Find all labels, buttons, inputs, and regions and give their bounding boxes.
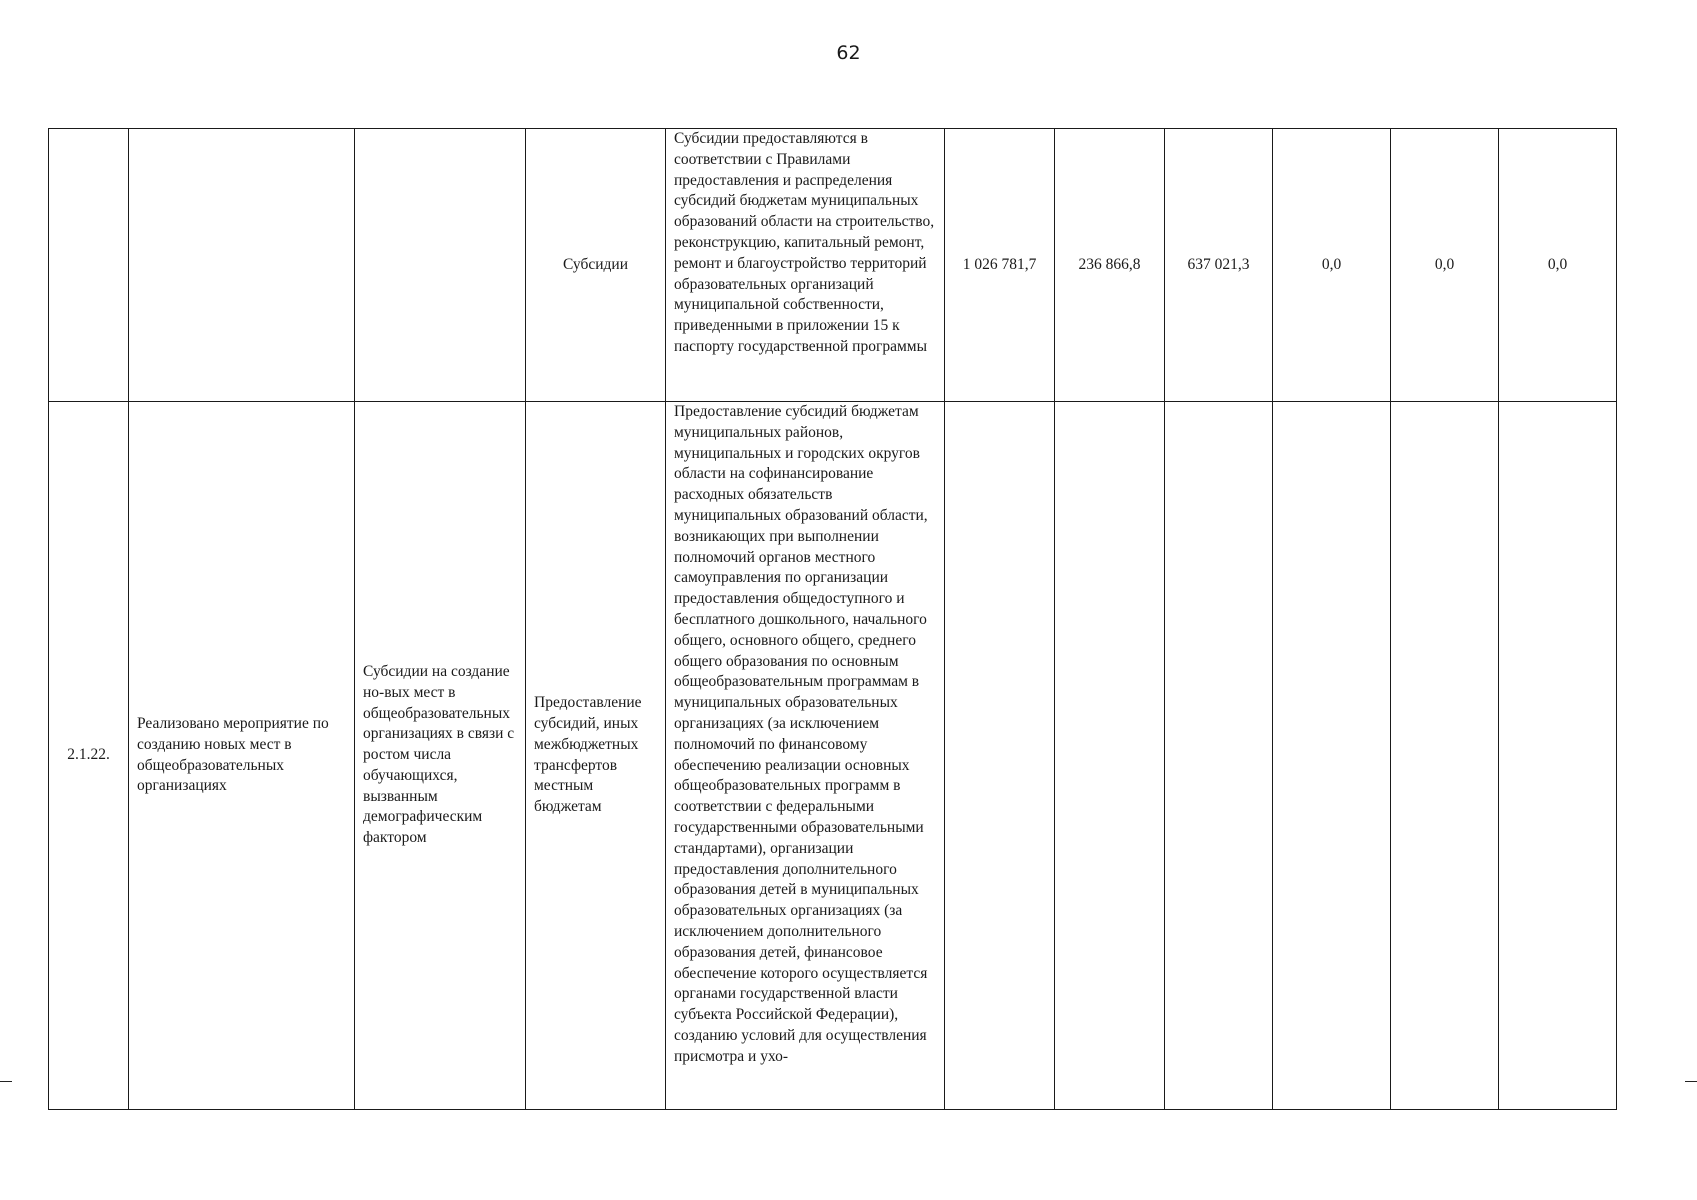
total-value-cell [945, 402, 1055, 1110]
year-value-cell [1391, 402, 1499, 1110]
result-cell: Реализовано мероприятие по созданию новых мест в общеобразовательных организациях [129, 402, 355, 1110]
year-value-cell [1165, 402, 1273, 1110]
mechanism-cell: Субсидии предоставляются в соответствии с Правилами предоставления и распределения субсидий бюджетам муниципальных образований области на строительство, реконструкцию, капитальный ремонт, ремонт и благоустройство территорий образовательных организаций муниципальной собственности, приведенными в приложении 15 к паспорту государственной программы [666, 129, 945, 402]
total-value-cell: 1 026 781,7 [945, 129, 1055, 402]
year-value-cell: 0,0 [1499, 129, 1617, 402]
left-margin-mark [0, 1081, 12, 1082]
year-value-cell [1273, 402, 1391, 1110]
mechanism-cell: Предоставление субсидий бюджетам муниципальных районов, муниципальных и городских округов области на софинансирование расходных обязательств муниципальных образований области, возникающих при выполнении полномочий органов местного самоуправления по организации предоставления общедоступного и бесплатного дошкольного, начального общего, основного общего, среднего общего образования по основным общеобразовательным программам в муниципальных образовательных организациях (за исключением полномочий по финансовому обеспечению реализации основных общеобразовательных программ в соответствии с федеральными государственными образовательными стандартами), организации предоставления дополнительного образования детей в муниципальных образовательных организациях (за исключением дополнительного образования детей, финансовое обеспечение которого осуществляется органами государственной власти субъекта Российской Федерации), созданию условий для осуществления присмотра и ухо- [666, 402, 945, 1110]
table-row [49, 129, 1617, 402]
result-cell [129, 129, 355, 402]
year-value-cell: 236 866,8 [1055, 129, 1165, 402]
row-code-cell: 2.1.22. [49, 402, 129, 1110]
support-type-cell: Предоставление субсидий, иных межбюджетных трансфертов местным бюджетам [526, 402, 666, 1110]
right-margin-mark [1685, 1081, 1697, 1082]
support-type-cell: Субсидии [526, 129, 666, 402]
measure-cell: Субсидии на создание но-вых мест в общеобразовательных организациях в связи с ростом числа обучающихся, вызванным демографическим фактором [355, 402, 526, 1110]
budget-table [48, 128, 1617, 1110]
page-number: 62 [836, 42, 861, 64]
year-value-cell [1499, 402, 1617, 1110]
year-value-cell: 0,0 [1391, 129, 1499, 402]
row-code-cell [49, 129, 129, 402]
year-value-cell: 0,0 [1273, 129, 1391, 402]
table-row [49, 402, 1617, 1110]
year-value-cell: 637 021,3 [1165, 129, 1273, 402]
year-value-cell [1055, 402, 1165, 1110]
measure-cell [355, 129, 526, 402]
